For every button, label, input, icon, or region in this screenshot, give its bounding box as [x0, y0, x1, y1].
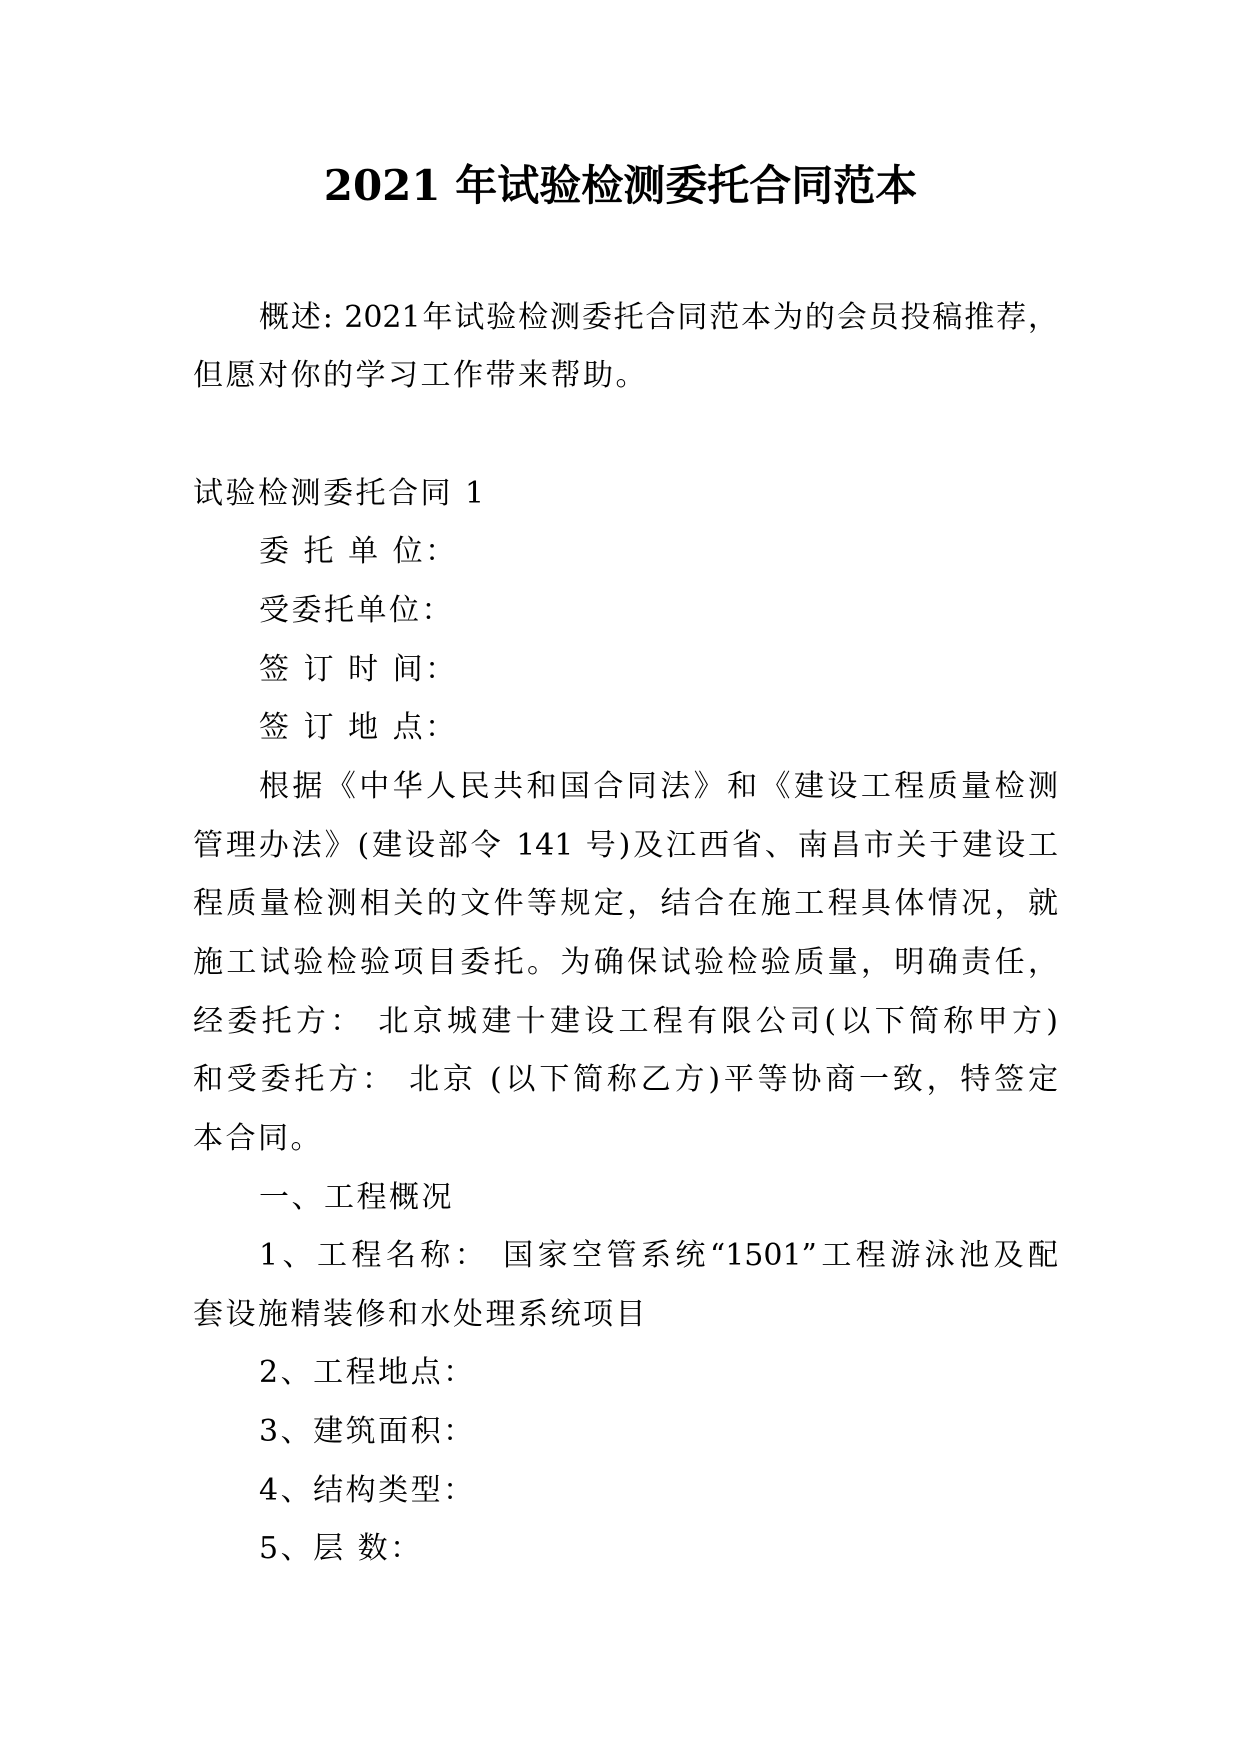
preamble-line: 根据《中华人民共和国合同法》和《建设工程质量检测: [259, 768, 1058, 804]
signing-place-label: 签 订 地 点：: [259, 710, 458, 746]
document-title: 2021 年试验检测委托合同范本: [323, 161, 918, 210]
preamble-line: 和受委托方： 北京 (以下简称乙方)平等协商一致，特签定: [193, 1062, 1058, 1098]
overview-line: 概述: 2021年试验检测委托合同范本为的会员投稿推荐，: [259, 299, 1058, 335]
project-location-item: 2、工程地点：: [259, 1355, 476, 1391]
contractor-label: 受委托单位：: [259, 592, 454, 628]
project-name-item: 1、工程名称： 国家空管系统“1501”工程游泳池及配: [259, 1238, 1058, 1274]
signing-date-label: 签 订 时 间：: [259, 651, 458, 687]
client-label: 委 托 单 位：: [259, 534, 458, 570]
project-name-item: 套设施精装修和水处理系统项目: [193, 1296, 648, 1332]
floors-item: 5、层 数：: [259, 1531, 423, 1567]
preamble-line: 管理办法》(建设部令 141 号)及江西省、南昌市关于建设工: [193, 827, 1058, 863]
document-body: [193, 289, 1058, 1579]
overview-line: 但愿对你的学习工作带来帮助。: [193, 358, 648, 394]
structure-type-item: 4、结构类型：: [259, 1472, 476, 1508]
section-heading: 一、工程概况: [259, 1179, 454, 1215]
building-area-item: 3、建筑面积：: [259, 1414, 476, 1450]
blank-line: [193, 406, 1058, 465]
contract-heading: 试验检测委托合同 1: [193, 475, 487, 511]
preamble-line: 经委托方： 北京城建十建设工程有限公司(以下简称甲方): [193, 1003, 1058, 1039]
preamble-line: 程质量检测相关的文件等规定，结合在施工程具体情况，就: [193, 886, 1058, 922]
preamble-line: 施工试验检验项目委托。为确保试验检验质量，明确责任，: [193, 944, 1058, 980]
preamble-line: 本合同。: [193, 1120, 323, 1156]
